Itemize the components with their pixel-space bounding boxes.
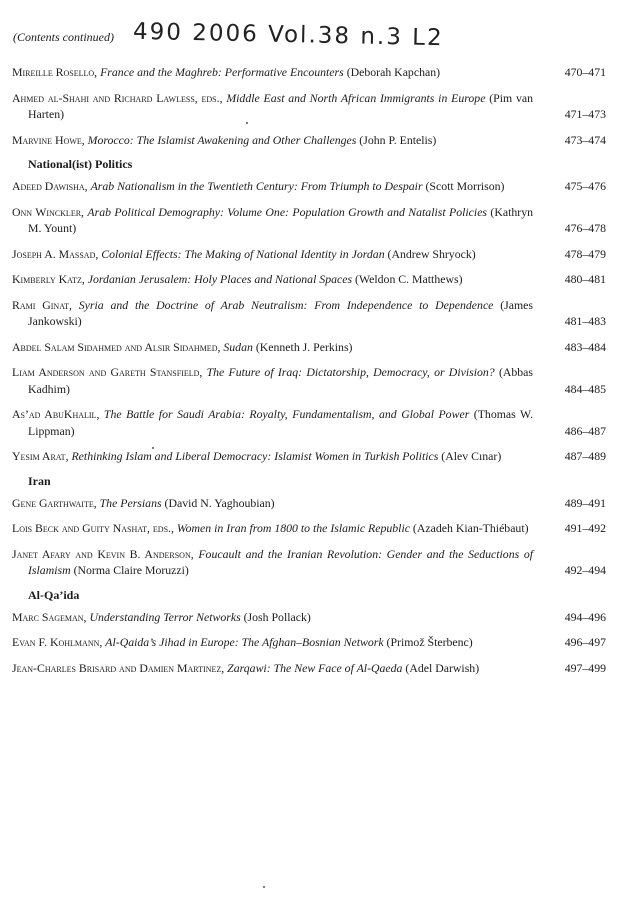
entry-author: Marvine Howe,	[12, 132, 85, 147]
entry-pages: 476–478	[564, 221, 606, 235]
entry-title: Women in Iran from 1800 to the Islamic Republic	[176, 521, 410, 535]
toc-entry	[12, 90, 612, 123]
entry-reviewer: (Adel Darwish)	[405, 660, 480, 675]
entry-title: Arab Political Demography: Volume One: Population Growth and Natalist Policies	[87, 204, 488, 219]
entry-author: Mireille Rosello,	[12, 65, 98, 79]
entry-citation	[12, 520, 533, 537]
entry-pages: 470–471	[564, 65, 606, 79]
toc-entry	[12, 339, 612, 356]
entry-citation	[12, 178, 533, 195]
entry-author: Joseph A. Massad,	[12, 246, 99, 261]
entry-reviewer: (Primož Šterbenc)	[386, 635, 473, 649]
toc-entry	[12, 297, 612, 330]
entry-title: Understanding Terror Networks	[89, 609, 241, 624]
entry-citation	[12, 246, 533, 263]
entry-reviewer: (Josh Pollack)	[243, 609, 311, 624]
entry-author: Yesim Arat,	[12, 449, 69, 463]
table-of-contents	[12, 64, 612, 685]
entry-citation	[12, 64, 533, 81]
entry-title: The Persians	[99, 495, 162, 510]
entry-title: Morocco: The Islamist Awakening and Other Challenges	[87, 132, 357, 147]
entry-title: The Battle for Saudi Arabia: Royalty, Fundamentalism, and Global Power	[103, 407, 470, 421]
entry-pages: 483–484	[564, 339, 606, 354]
toc-entry	[12, 520, 612, 537]
toc-entry	[12, 364, 612, 397]
handwritten-annotation: 490 2006 Vol.38 n.3 L2	[132, 18, 444, 52]
scan-speck	[263, 886, 265, 888]
entry-title: Sudan	[223, 339, 253, 354]
toc-entry	[12, 406, 612, 439]
entry-author: Marc Sageman,	[12, 609, 87, 624]
entry-title: The Future of Iraq: Dictatorship, Democracy, or Division?	[206, 365, 495, 379]
entry-reviewer: (Deborah Kapchan)	[346, 65, 441, 79]
entry-reviewer: (Kenneth J. Perkins)	[255, 339, 353, 354]
entry-citation	[12, 634, 533, 651]
entry-pages: 496–497	[564, 635, 606, 649]
section-heading: Iran	[28, 473, 51, 488]
entry-pages: 473–474	[564, 132, 606, 147]
entry-reviewer: (Andrew Shryock)	[387, 246, 476, 261]
entry-pages: 486–487	[564, 423, 606, 438]
entry-title: Middle East and North African Immigrants in Europe	[226, 90, 486, 105]
entry-title: Jordanian Jerusalem: Holy Places and National Spaces	[87, 272, 353, 286]
entry-reviewer: (Scott Morrison)	[425, 179, 505, 193]
toc-entry	[12, 634, 612, 651]
entry-title: France and the Maghreb: Performative Encounters	[100, 65, 344, 79]
toc-entry	[12, 246, 612, 263]
entry-reviewer: (Azadeh Kian-Thiébaut)	[412, 521, 529, 535]
entry-reviewer: (Thomas W. Lippman)	[28, 407, 534, 438]
entry-citation	[12, 297, 533, 330]
entry-title: Zarqawi: The New Face of Al-Qaeda	[227, 660, 403, 675]
entry-reviewer: (Alev Cınar)	[441, 449, 502, 463]
entry-author: Jean-Charles Brisard and Damien Martinez,	[12, 660, 225, 675]
toc-entry	[12, 64, 612, 81]
entry-citation	[12, 364, 533, 397]
entry-pages: 492–494	[564, 563, 606, 577]
toc-entry	[12, 546, 612, 579]
entry-title: Syria and the Doctrine of Arab Neutralism: From Independence to Dependence	[78, 297, 494, 312]
entry-reviewer: (Abbas Kadhim)	[28, 365, 534, 396]
entry-pages: 494–496	[564, 609, 606, 624]
entry-reviewer: (James Jankowski)	[28, 297, 533, 328]
toc-entry	[12, 448, 612, 465]
entry-title: Colonial Effects: The Making of National Identity in Jordan	[101, 246, 385, 261]
page-header	[13, 18, 613, 62]
entry-author: Kimberly Katz,	[12, 272, 85, 286]
section-heading: Al-Qa’ida	[28, 587, 80, 602]
entry-pages: 491–492	[564, 521, 606, 535]
entry-citation	[12, 271, 533, 288]
entry-reviewer: (David N. Yaghoubian)	[164, 495, 275, 510]
entry-citation	[12, 204, 533, 237]
entry-pages: 497–499	[564, 660, 606, 675]
entry-citation	[12, 90, 533, 123]
entry-reviewer: (Norma Claire Moruzzi)	[73, 563, 189, 577]
entry-author: Gene Garthwaite,	[12, 495, 97, 510]
entry-author: As’ad AbuKhalil,	[12, 407, 100, 421]
entry-pages: 484–485	[564, 381, 606, 396]
toc-entry	[12, 204, 612, 237]
entry-citation	[12, 546, 533, 579]
entry-pages: 475–476	[564, 179, 606, 193]
entry-title: Arab Nationalism in the Twentieth Century: From Triumph to Despair	[90, 179, 423, 193]
entry-citation	[12, 132, 533, 149]
entry-citation	[12, 609, 533, 626]
contents-continued-label: (Contents continued)	[13, 30, 114, 44]
toc-entry	[12, 178, 612, 195]
toc-entry	[12, 609, 612, 626]
entry-title: Al-Qaida’s Jihad in Europe: The Afghan–Bosnian Network	[105, 635, 384, 649]
entry-title: Foucault and the Iranian Revolution: Gender and the Seductions of Islamism	[28, 546, 534, 577]
entry-citation	[12, 406, 533, 439]
entry-author: Lois Beck and Guity Nashat, eds.,	[12, 521, 174, 535]
entry-author: Evan F. Kohlmann,	[12, 635, 103, 649]
scan-speck	[246, 122, 248, 124]
entry-author: Rami Ginat,	[12, 297, 72, 312]
entry-citation	[12, 660, 533, 677]
toc-entry	[12, 660, 612, 677]
toc-entry	[12, 495, 612, 512]
entry-pages: 487–489	[564, 449, 606, 463]
scan-speck	[152, 447, 154, 449]
entry-pages: 478–479	[564, 246, 606, 261]
entry-reviewer: (Pim van Harten)	[28, 90, 533, 121]
entry-pages: 480–481	[564, 272, 606, 286]
entry-reviewer: (Kathryn M. Yount)	[28, 204, 534, 235]
entry-author: Adeed Dawisha,	[12, 179, 88, 193]
entry-author: Ahmed al-Shahi and Richard Lawless, eds.,	[12, 90, 223, 105]
entry-pages: 471–473	[564, 107, 606, 121]
entry-reviewer: (John P. Entelis)	[359, 132, 437, 147]
entry-author: Abdel Salam Sidahmed and Alsir Sidahmed,	[12, 339, 221, 354]
entry-reviewer: (Weldon C. Matthews)	[355, 272, 463, 286]
entry-pages: 481–483	[564, 314, 606, 328]
entry-pages: 489–491	[564, 495, 606, 510]
entry-author: Liam Anderson and Gareth Stansfield,	[12, 365, 203, 379]
entry-citation	[12, 448, 533, 465]
entry-author: Janet Afary and Kevin B. Anderson,	[12, 546, 194, 561]
section-heading: National(ist) Politics	[28, 157, 133, 171]
entry-title: Rethinking Islam and Liberal Democracy: Islamist Women in Turkish Politics	[71, 449, 439, 463]
entry-author: Onn Winckler,	[12, 204, 84, 219]
toc-entry	[12, 132, 612, 149]
entry-citation	[12, 339, 533, 356]
entry-citation	[12, 495, 533, 512]
toc-entry	[12, 271, 612, 288]
